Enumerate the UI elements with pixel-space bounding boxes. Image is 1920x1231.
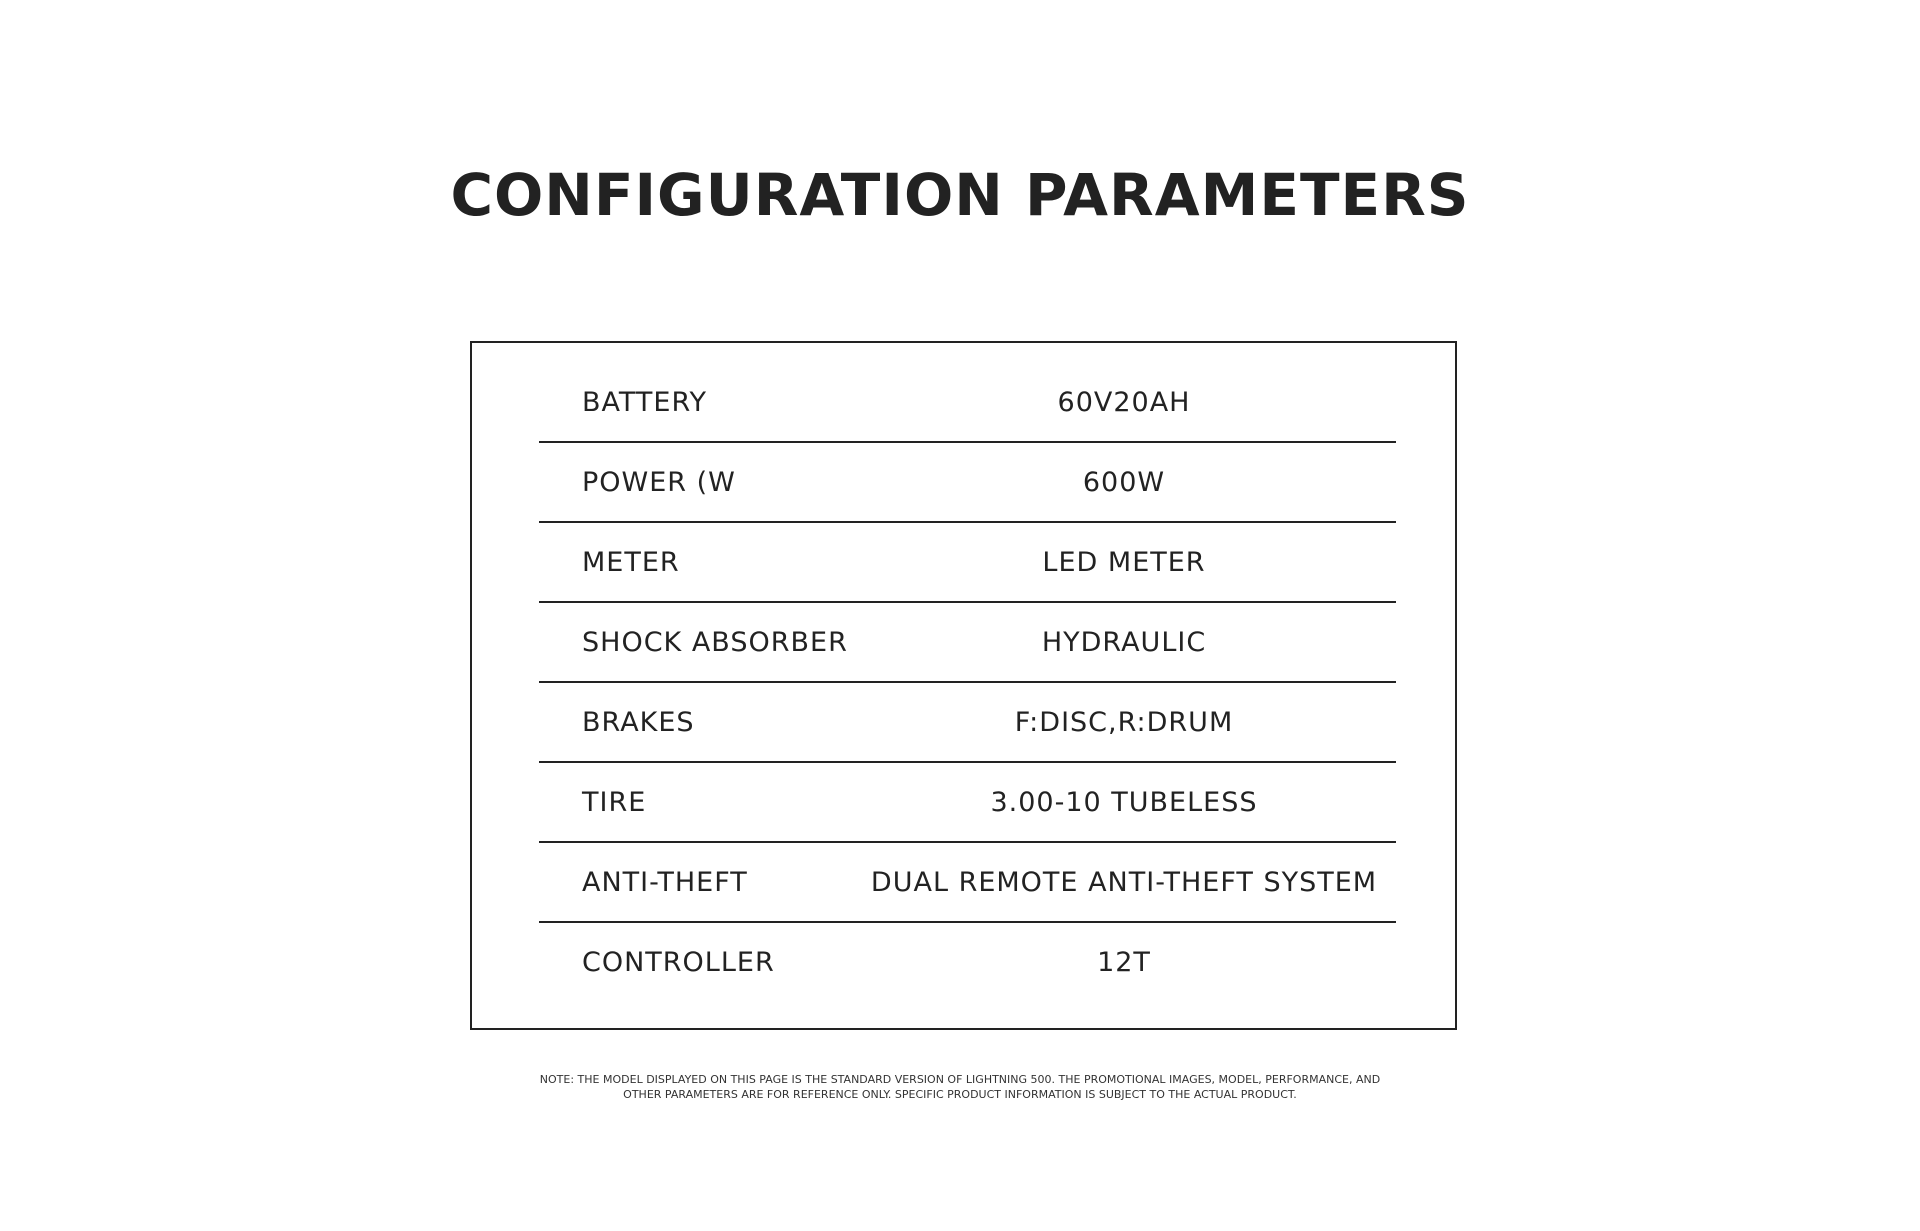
- spec-value: 12T: [1097, 947, 1151, 978]
- spec-row-tire: [539, 763, 1396, 843]
- spec-value: 600W: [1082, 467, 1166, 498]
- spec-row-meter: [539, 523, 1396, 603]
- spec-label: BRAKES: [582, 707, 695, 738]
- spec-value: LED METER: [1042, 547, 1206, 578]
- spec-label: METER: [582, 547, 680, 578]
- disclaimer-line-1: NOTE: THE MODEL DISPLAYED ON THIS PAGE IS THE STANDARD VERSION OF LIGHTNING 500. THE PROMOTIONAL IMAGES, MODEL, PERFORMANCE, AND: [539, 1073, 1381, 1086]
- spec-value: 60V20AH: [1057, 387, 1191, 418]
- page-title: CONFIGURATION PARAMETERS: [450, 161, 1470, 229]
- spec-row-controller: [539, 923, 1396, 1003]
- spec-row-battery: [539, 363, 1396, 443]
- spec-row-shock-absorber: [539, 603, 1396, 683]
- spec-row-power: [539, 443, 1396, 523]
- disclaimer-line-2: OTHER PARAMETERS ARE FOR REFERENCE ONLY. SPECIFIC PRODUCT INFORMATION IS SUBJECT TO THE ACTUAL PRODUCT.: [623, 1088, 1297, 1101]
- spec-row-brakes: [539, 683, 1396, 763]
- spec-row-anti-theft: [539, 843, 1396, 923]
- spec-label: POWER (W: [582, 467, 736, 498]
- spec-value: DUAL REMOTE ANTI-THEFT SYSTEM: [870, 867, 1378, 898]
- spec-table-frame: [470, 341, 1457, 1030]
- spec-value: 3.00-10 TUBELESS: [990, 787, 1258, 818]
- spec-label: SHOCK ABSORBER: [582, 627, 848, 658]
- spec-label: ANTI-THEFT: [582, 867, 748, 898]
- spec-value: F:DISC,R:DRUM: [1014, 707, 1234, 738]
- spec-value: HYDRAULIC: [1041, 627, 1207, 658]
- disclaimer-note: [0, 1072, 1920, 1102]
- spec-label: CONTROLLER: [582, 947, 775, 978]
- spec-table: [539, 363, 1396, 1003]
- spec-label: TIRE: [582, 787, 647, 818]
- spec-label: BATTERY: [582, 387, 707, 418]
